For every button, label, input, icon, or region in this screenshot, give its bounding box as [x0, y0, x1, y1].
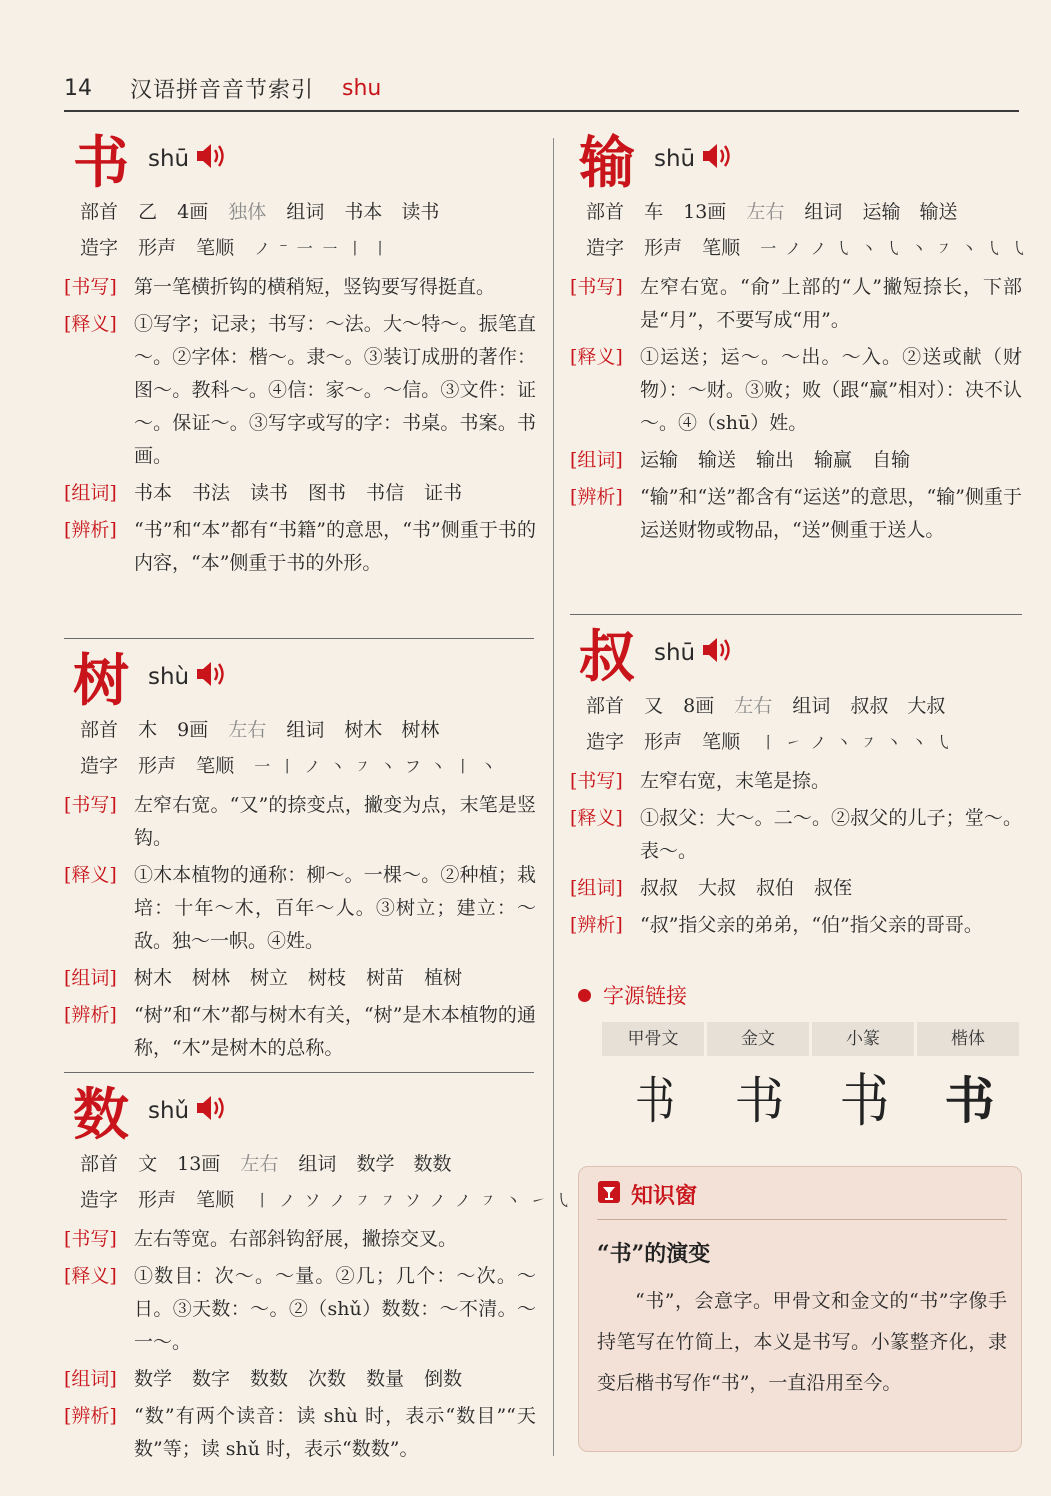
- bronze-glyph: 书: [734, 1072, 785, 1130]
- speaker-icon[interactable]: [195, 142, 225, 174]
- tag-meaning: [释义]: [570, 807, 623, 829]
- write-text: 左右等宽。右部斜钩舒展，撇捺交叉。: [134, 1228, 458, 1250]
- tag-analysis: [辨析]: [64, 519, 117, 541]
- tag-meaning: [释义]: [570, 346, 623, 368]
- entry-meta: 部首 又 8画 左右 组词 叔叔 大叔: [586, 695, 946, 717]
- speaker-icon[interactable]: [701, 142, 731, 174]
- radical: 文: [138, 1153, 158, 1175]
- write-text: 左窄右宽。“俞”上部的“人”撇短捺长，下部是“月”，不要写成“用”。: [640, 276, 1022, 331]
- entry-char: 书: [73, 130, 129, 196]
- entry-pinyin: shù: [148, 664, 190, 690]
- formation: 形声: [138, 237, 177, 259]
- analysis-text: “树”和“木”都与树木有关，“树”是木本植物的通称，“木”是树木的总称。: [134, 1004, 536, 1059]
- entry-char: 叔: [579, 624, 635, 690]
- strokes-count: 8画: [683, 695, 715, 717]
- knowledge-window: [578, 1166, 1022, 1452]
- entry-meta: 部首 车 13画 左右 组词 运输 输送: [586, 201, 958, 223]
- entry-shu1: [64, 128, 536, 580]
- tag-meaning: [释义]: [64, 1265, 117, 1287]
- tag-words: [组词]: [570, 449, 623, 471]
- word-list: 树木 树林 树立 树枝 树苗 植树: [134, 967, 463, 989]
- entry-pinyin: shū: [654, 146, 696, 172]
- entry-shu2: [64, 646, 536, 1065]
- tag-words: [组词]: [570, 877, 623, 899]
- source-header: 楷体: [917, 1022, 1019, 1056]
- source-header: 小篆: [812, 1022, 914, 1056]
- word-list: 数学 数字 数数 次数 数量 倒数: [134, 1368, 463, 1390]
- entry-char: 输: [579, 130, 635, 196]
- entry-shu4: [570, 128, 1030, 547]
- formation: 形声: [138, 755, 177, 777]
- tag-words: [组词]: [64, 1368, 117, 1390]
- entry-meta-2: 造字 形声 笔顺 ノ ⁻ 一 ㇐ 丨 丨: [80, 237, 391, 259]
- structure: 左右: [734, 695, 773, 717]
- stroke-order: 一 ノ ノ ㇂ 丶 ㇂ 丶 ㇇ 丶 ㇂ ㇂: [760, 239, 1030, 258]
- tag-write: [书写]: [570, 276, 623, 298]
- strokes-count: 9画: [177, 719, 209, 741]
- tag-analysis: [辨析]: [64, 1004, 117, 1026]
- structure: 左右: [746, 201, 785, 223]
- entry-char: 树: [73, 648, 129, 714]
- entry-meta: 部首 文 13画 左右 组词 数学 数数: [80, 1153, 452, 1175]
- structure: 独体: [228, 201, 267, 223]
- analysis-text: “叔”指父亲的弟弟，“伯”指父亲的哥哥。: [640, 914, 983, 936]
- entry-meta: 部首 乙 4画 独体 组词 书本 读书: [80, 201, 440, 223]
- entry-divider: [64, 1072, 534, 1073]
- syllable: shu: [342, 75, 382, 101]
- entry-shu5: [570, 622, 1022, 942]
- word-list: 书本 书法 读书 图书 书信 证书: [134, 482, 463, 504]
- compounds: 数学 数数: [356, 1153, 452, 1175]
- speaker-icon[interactable]: [195, 1094, 225, 1126]
- compounds: 书本 读书: [344, 201, 440, 223]
- analysis-text: “输”和“送”都含有“运送”的意思，“输”侧重于运送财物或物品，“送”侧重于送人。: [640, 486, 1022, 541]
- stroke-order: 丨 ㇀ ノ 丶 ㇇ 丶 丶 ㇂: [760, 733, 954, 752]
- tag-write: [书写]: [64, 794, 117, 816]
- knowledge-title: 知识窗: [631, 1183, 698, 1209]
- meaning-text: ①木本植物的通称：柳～。一棵～。②种植；栽培：十年～木，百年～人。③树立；建立：～敌。独～一帜。④姓。: [134, 864, 536, 952]
- strokes-count: 13画: [683, 201, 727, 223]
- tag-analysis: [辨析]: [570, 914, 623, 936]
- strokes-count: 4画: [177, 201, 209, 223]
- tag-meaning: [释义]: [64, 864, 117, 886]
- meaning-text: ①写字；记录；书写：～法。大～特～。振笔直～。②字体：楷～。隶～。③装订成册的著作：图～。教科～。④信：家～。～信。③文件：证～。保证～。③写字或写的字：书桌。书案。书画。: [134, 313, 536, 467]
- tag-meaning: [释义]: [64, 313, 117, 335]
- bullet-icon: [578, 989, 591, 1002]
- regular-glyph: 书: [944, 1071, 995, 1130]
- tag-words: [组词]: [64, 482, 117, 504]
- meaning-text: ①运送；运～。～出。～入。②送或献（财物）：～财。③败；败（跟“赢”相对）：决不认～。④（shū）姓。: [640, 346, 1022, 434]
- compounds: 树木 树林: [344, 719, 440, 741]
- entry-shu3: [64, 1080, 574, 1466]
- radical: 车: [644, 201, 664, 223]
- analysis-text: “数”有两个读音：读 shù 时，表示“数目”“天数”等；读 shǔ 时，表示“数数”。: [134, 1405, 536, 1460]
- word-list: 叔叔 大叔 叔伯 叔侄: [640, 877, 853, 899]
- radical: 乙: [138, 201, 158, 223]
- formation: 形声: [644, 731, 683, 753]
- entry-meta-2: 造字 形声 笔顺 丨 ノ ソ ノ ㇇ ㇇ ソ ノ ノ ㇇ 丶 ㇀ ㇂: [80, 1189, 574, 1211]
- entry-meta-2: 造字 形声 笔顺 一 丨 ノ 丶 ㇇ 丶 フ 丶 丨 丶: [80, 755, 498, 777]
- knowledge-subtitle: “书”的演变: [597, 1241, 711, 1267]
- page-number: 14: [64, 75, 92, 101]
- word-list: 运输 输送 输出 输赢 自输: [640, 449, 911, 471]
- analysis-text: “书”和“本”都有“书籍”的意思，“书”侧重于书的内容，“本”侧重于书的外形。: [134, 519, 536, 574]
- tag-write: [书写]: [64, 1228, 117, 1250]
- write-text: 左窄右宽。“又”的捺变点，撇变为点，末笔是竖钩。: [134, 794, 536, 849]
- source-table: [602, 1022, 1022, 1146]
- formation: 形声: [644, 237, 683, 259]
- meaning-text: ①叔父：大～。二～。②叔父的儿子；堂～。表～。: [640, 807, 1022, 862]
- source-header: 金文: [707, 1022, 809, 1056]
- meaning-text: ①数目：次～。～量。②几；几个：～次。～日。③天数：～。②（shǔ）数数：～不清。～一～。: [134, 1265, 536, 1353]
- knowledge-divider: [597, 1219, 1007, 1220]
- entry-pinyin: shǔ: [148, 1098, 190, 1124]
- radical: 又: [644, 695, 664, 717]
- tag-analysis: [辨析]: [570, 486, 623, 508]
- tag-words: [组词]: [64, 967, 117, 989]
- stroke-order: 一 丨 ノ 丶 ㇇ 丶 フ 丶 丨 丶: [254, 757, 498, 776]
- entry-char: 数: [73, 1082, 129, 1148]
- entry-meta-2: 造字 形声 笔顺 丨 ㇀ ノ 丶 ㇇ 丶 丶 ㇂: [586, 731, 954, 753]
- compounds: 叔叔 大叔: [850, 695, 946, 717]
- stroke-order: 丨 ノ ソ ノ ㇇ ㇇ ソ ノ ノ ㇇ 丶 ㇀ ㇂: [254, 1191, 574, 1210]
- source-link-title: 字源链接: [578, 980, 687, 1010]
- compounds: 运输 输送: [862, 201, 958, 223]
- entry-meta: 部首 木 9画 左右 组词 树木 树林: [80, 719, 440, 741]
- structure: 左右: [228, 719, 267, 741]
- speaker-icon[interactable]: [701, 636, 731, 668]
- stroke-order: ノ ⁻ 一 ㇐ 丨 丨: [254, 239, 391, 258]
- entry-pinyin: shū: [654, 640, 696, 666]
- write-text: 左窄右宽，末笔是捺。: [640, 770, 831, 792]
- entry-divider: [64, 638, 534, 639]
- speaker-icon[interactable]: [195, 660, 225, 692]
- entry-divider: [570, 614, 1022, 615]
- structure: 左右: [240, 1153, 279, 1175]
- seal-glyph: 书: [839, 1067, 890, 1135]
- strokes-count: 13画: [177, 1153, 221, 1175]
- radical: 木: [138, 719, 158, 741]
- source-header: 甲骨文: [602, 1022, 704, 1056]
- oracle-glyph: 书: [634, 1072, 675, 1130]
- entry-pinyin: shū: [148, 146, 190, 172]
- tag-write: [书写]: [570, 770, 623, 792]
- knowledge-text: “书”，会意字。甲骨文和金文的“书”字像手持笔写在竹简上，本义是书写。小篆整齐化，隶变后楷书写作“书”，一直沿用至今。: [597, 1290, 1007, 1394]
- index-title: 汉语拼音音节索引: [130, 77, 315, 103]
- page-header: [64, 66, 1019, 112]
- formation: 形声: [138, 1189, 177, 1211]
- knowledge-window-icon: [597, 1180, 621, 1210]
- entry-meta-2: 造字 形声 笔顺 一 ノ ノ ㇂ 丶 ㇂ 丶 ㇇ 丶 ㇂ ㇂: [586, 237, 1030, 259]
- column-divider: [553, 138, 554, 1456]
- tag-analysis: [辨析]: [64, 1405, 117, 1427]
- tag-write: [书写]: [64, 276, 117, 298]
- write-text: 第一笔横折钩的横稍短，竖钩要写得挺直。: [134, 276, 496, 298]
